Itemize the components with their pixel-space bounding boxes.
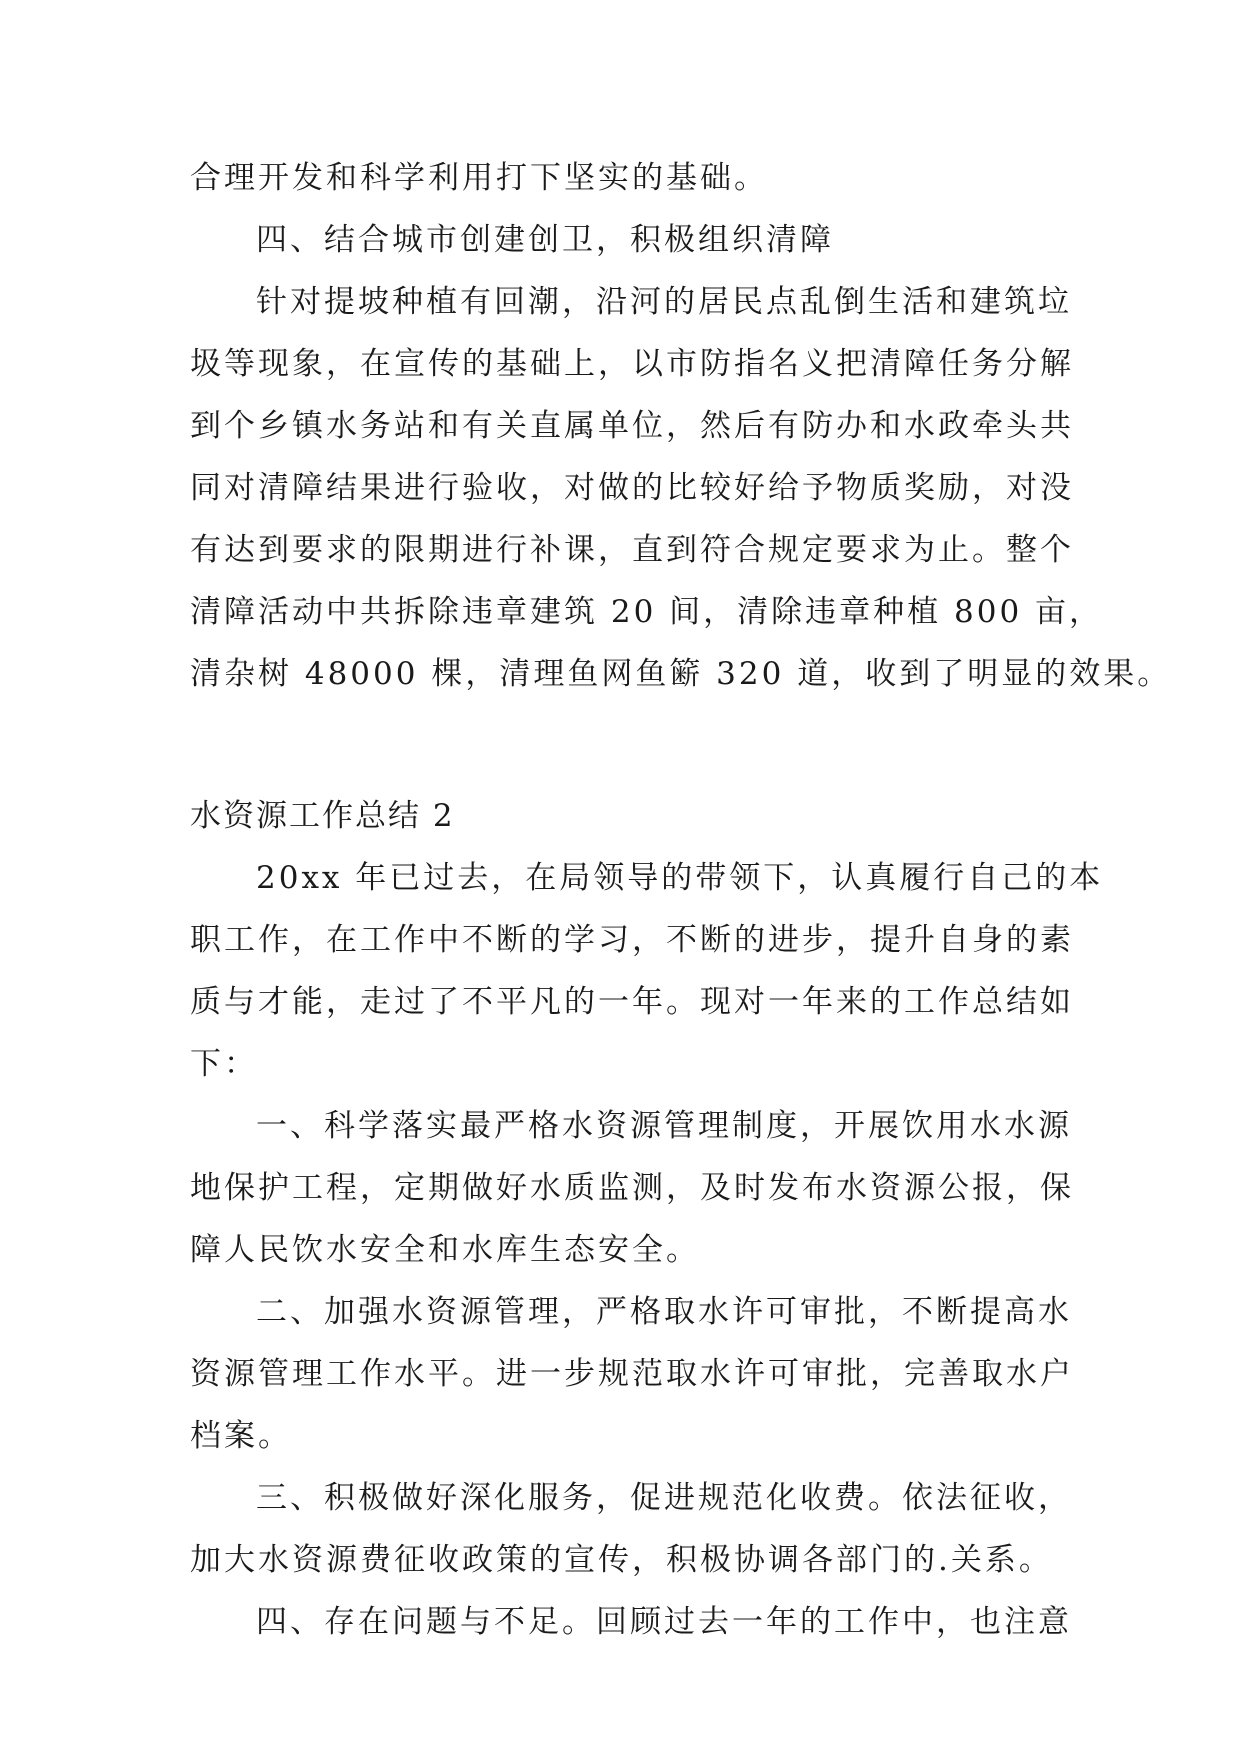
paragraph-line: 圾等现象，在宣传的基础上，以市防指名义把清障任务分解 <box>190 346 1074 382</box>
paragraph-line: 针对提坡种植有回潮，沿河的居民点乱倒生活和建筑垃 <box>256 284 1072 320</box>
paragraph-line: 清障活动中共拆除违章建筑 20 间，清除违章种植 800 亩， <box>190 594 1104 630</box>
paragraph-line: 质与才能，走过了不平凡的一年。现对一年来的工作总结如 <box>190 984 1074 1020</box>
paragraph-line: 一、科学落实最严格水资源管理制度，开展饮用水水源 <box>256 1108 1072 1144</box>
paragraph-line: 职工作，在工作中不断的学习，不断的进步，提升自身的素 <box>190 922 1074 958</box>
section-gap <box>190 705 1055 785</box>
paragraph-line: 下： <box>190 1046 258 1082</box>
paragraph-line: 同对清障结果进行验收，对做的比较好给予物质奖励，对没 <box>190 470 1074 506</box>
paragraph-line: 20xx 年已过去，在局领导的带领下，认真履行自己的本 <box>256 860 1104 896</box>
paragraph-line: 二、加强水资源管理，严格取水许可审批，不断提高水 <box>256 1294 1072 1330</box>
paragraph-line: 档案。 <box>190 1418 292 1454</box>
section-1 <box>190 147 1172 705</box>
paragraph-line: 清杂树 48000 棵，清理鱼网鱼簖 320 道，收到了明显的效果。 <box>190 656 1172 692</box>
paragraph-line: 障人民饮水安全和水库生态安全。 <box>190 1232 700 1268</box>
section-2 <box>190 785 1104 1653</box>
document-title: 水资源工作总结 2 <box>190 798 455 834</box>
section-heading: 四、结合城市创建创卫，积极组织清障 <box>256 222 834 258</box>
paragraph-line: 到个乡镇水务站和有关直属单位，然后有防办和水政牵头共 <box>190 408 1074 444</box>
paragraph-line: 加大水资源费征收政策的宣传，积极协调各部门的.关系。 <box>190 1542 1053 1578</box>
paragraph-line: 四、存在问题与不足。回顾过去一年的工作中，也注意 <box>256 1604 1072 1640</box>
paragraph-line: 地保护工程，定期做好水质监测，及时发布水资源公报，保 <box>190 1170 1074 1206</box>
paragraph-line: 有达到要求的限期进行补课，直到符合规定要求为止。整个 <box>190 532 1074 568</box>
paragraph-line: 三、积极做好深化服务，促进规范化收费。依法征收， <box>256 1480 1072 1516</box>
paragraph-line: 资源管理工作水平。进一步规范取水许可审批，完善取水户 <box>190 1356 1074 1392</box>
document-page <box>190 147 1172 1653</box>
paragraph-line: 合理开发和科学利用打下坚实的基础。 <box>190 160 768 196</box>
